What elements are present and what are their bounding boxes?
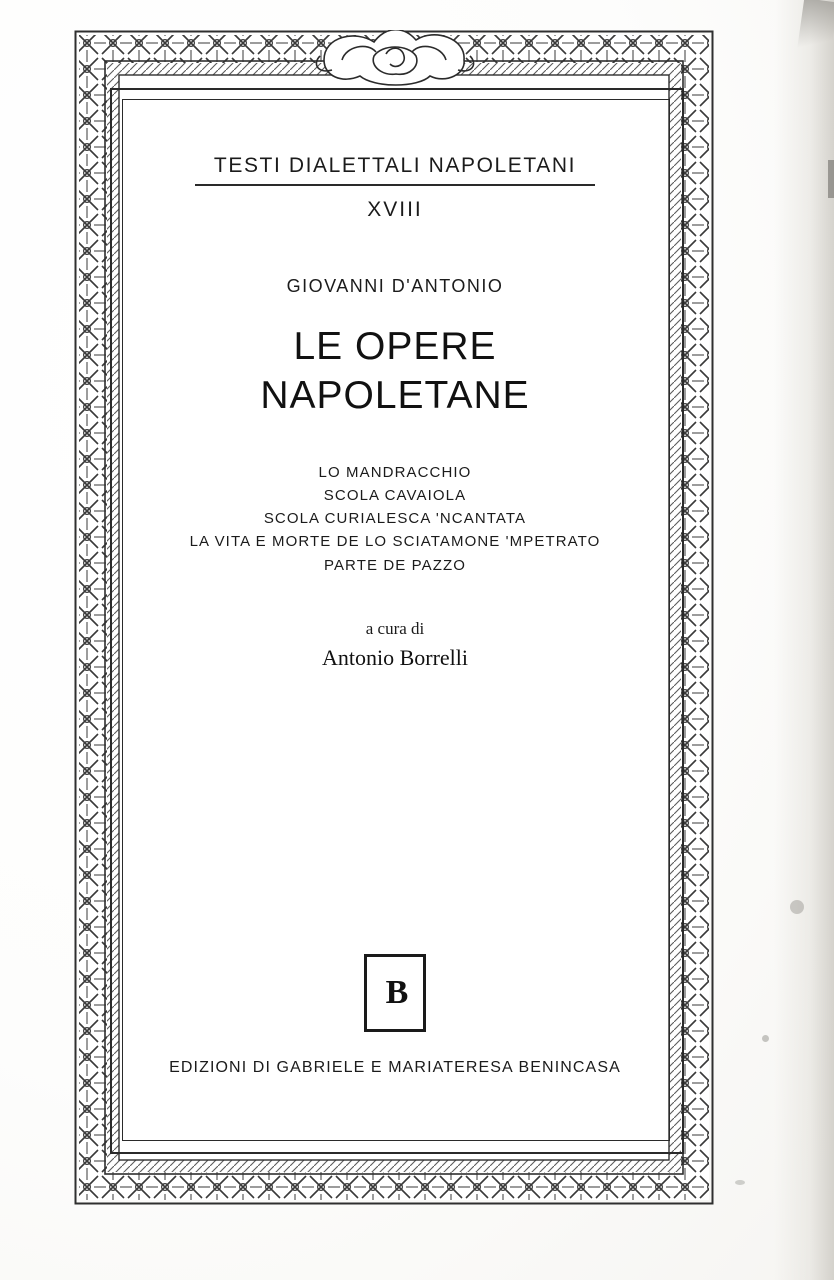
work-item: SCOLA CAVAIOLA xyxy=(323,486,467,504)
works-list xyxy=(122,461,668,577)
work-item: SCOLA CURIALESCA 'NCANTATA xyxy=(263,510,527,527)
publisher-imprint: EDIZIONI DI GABRIELE E MARIATERESA BENINCASA xyxy=(169,1059,621,1076)
publisher-logo-glyph: B xyxy=(385,974,405,1011)
book-title-line-1: LE OPERE xyxy=(293,325,497,368)
publisher-logo-box xyxy=(364,954,426,1032)
scan-artifact xyxy=(796,0,834,62)
scan-artifact xyxy=(790,900,804,914)
publisher-logo xyxy=(122,954,668,1032)
author-name: GIOVANNI D'ANTONIO xyxy=(286,276,504,296)
book-title-line-2: NAPOLETANE xyxy=(260,373,530,417)
series-number: XVIII xyxy=(367,198,423,221)
work-item: LO MANDRACCHIO xyxy=(318,463,472,481)
scan-artifact xyxy=(828,160,834,198)
title-page-content xyxy=(122,99,668,1139)
scan-artifact xyxy=(735,1180,745,1185)
page-edge-shadow xyxy=(774,0,834,1280)
series-title: TESTI DIALETTALI NAPOLETANI xyxy=(213,154,577,177)
series-divider xyxy=(122,184,668,186)
editor-name: Antonio Borrelli xyxy=(321,644,469,670)
book-title xyxy=(122,323,668,421)
work-item: LA VITA E MORTE DE LO SCIATAMONE 'MPETRATO xyxy=(189,533,601,551)
work-item: PARTE DE PAZZO xyxy=(323,556,467,574)
editor-lead-in: a cura di xyxy=(365,618,425,638)
scan-artifact xyxy=(762,1035,769,1042)
